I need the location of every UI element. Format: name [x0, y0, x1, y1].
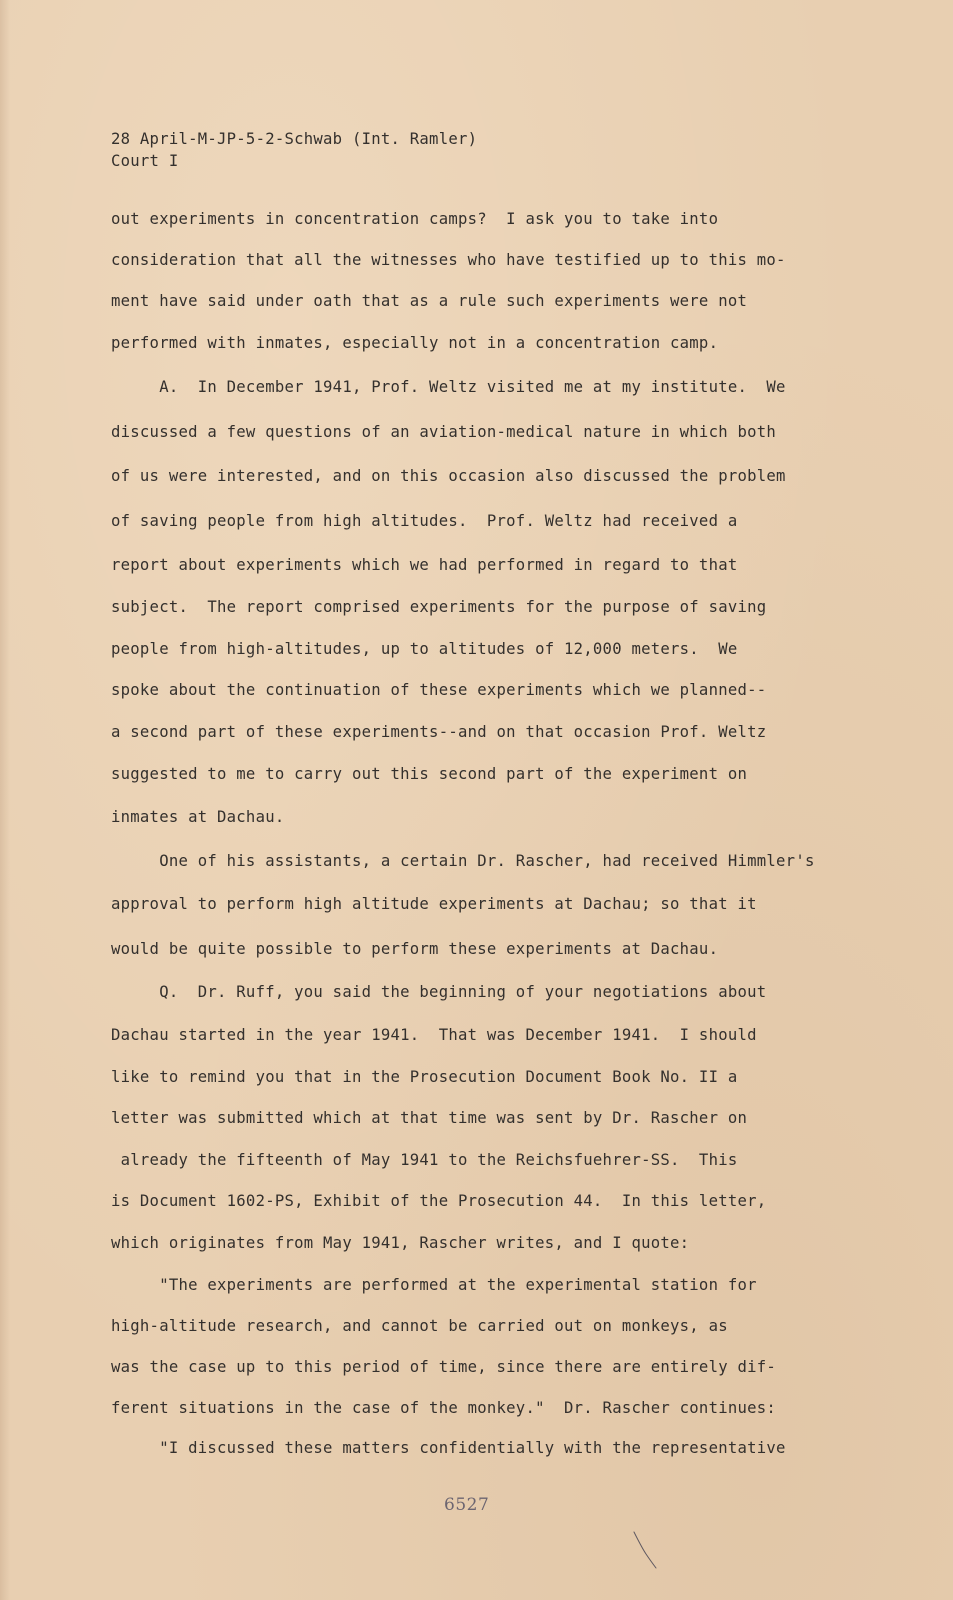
body-line: subject. The report comprised experiments for the purpose of saving: [111, 598, 767, 616]
body-line: high-altitude research, and cannot be carried out on monkeys, as: [111, 1317, 728, 1335]
body-line: suggested to me to carry out this second part of the experiment on: [111, 765, 748, 783]
body-line: of us were interested, and on this occasion also discussed the problem: [111, 467, 786, 485]
body-line: would be quite possible to perform these experiments at Dachau.: [111, 940, 719, 958]
body-line: report about experiments which we had performed in regard to that: [111, 556, 738, 574]
body-line: A. In December 1941, Prof. Weltz visited me at my institute. We: [111, 378, 786, 396]
body-line: consideration that all the witnesses who have testified up to this mo-: [111, 251, 786, 269]
paper-edge-shadow: [0, 0, 10, 1600]
body-line: ferent situations in the case of the monkey." Dr. Rascher continues:: [111, 1399, 777, 1417]
body-line: people from high-altitudes, up to altitudes of 12,000 meters. We: [111, 640, 738, 658]
header-session-line: 28 April-M-JP-5-2-Schwab (Int. Ramler): [111, 130, 478, 148]
body-line: ment have said under oath that as a rule such experiments were not: [111, 292, 748, 310]
body-line: spoke about the continuation of these experiments which we planned--: [111, 681, 767, 699]
body-line: is Document 1602-PS, Exhibit of the Prosecution 44. In this letter,: [111, 1192, 767, 1210]
body-line: which originates from May 1941, Rascher writes, and I quote:: [111, 1234, 690, 1252]
body-line: out experiments in concentration camps? I ask you to take into: [111, 210, 719, 228]
body-line: inmates at Dachau.: [111, 808, 285, 826]
body-line: "I discussed these matters confidentially with the representative: [111, 1439, 786, 1457]
page-number: 6527: [444, 1495, 490, 1515]
body-line: Q. Dr. Ruff, you said the beginning of your negotiations about: [111, 983, 767, 1001]
body-line: of saving people from high altitudes. Prof. Weltz had received a: [111, 512, 738, 530]
body-line: performed with inmates, especially not in a concentration camp.: [111, 334, 719, 352]
body-line: "The experiments are performed at the experimental station for: [111, 1276, 757, 1294]
body-line: discussed a few questions of an aviation-medical nature in which both: [111, 423, 777, 441]
body-line: Dachau started in the year 1941. That was December 1941. I should: [111, 1026, 757, 1044]
body-line: was the case up to this period of time, since there are entirely dif-: [111, 1358, 777, 1376]
body-line: approval to perform high altitude experiments at Dachau; so that it: [111, 895, 757, 913]
body-line: already the fifteenth of May 1941 to the Reichsfuehrer-SS. This: [111, 1151, 738, 1169]
body-line: like to remind you that in the Prosecution Document Book No. II a: [111, 1068, 738, 1086]
header-court-line: Court I: [111, 152, 179, 170]
pen-stroke-mark: [632, 1530, 662, 1570]
body-line: One of his assistants, a certain Dr. Rascher, had received Himmler's: [111, 852, 815, 870]
body-line: a second part of these experiments--and on that occasion Prof. Weltz: [111, 723, 767, 741]
body-line: letter was submitted which at that time was sent by Dr. Rascher on: [111, 1109, 748, 1127]
